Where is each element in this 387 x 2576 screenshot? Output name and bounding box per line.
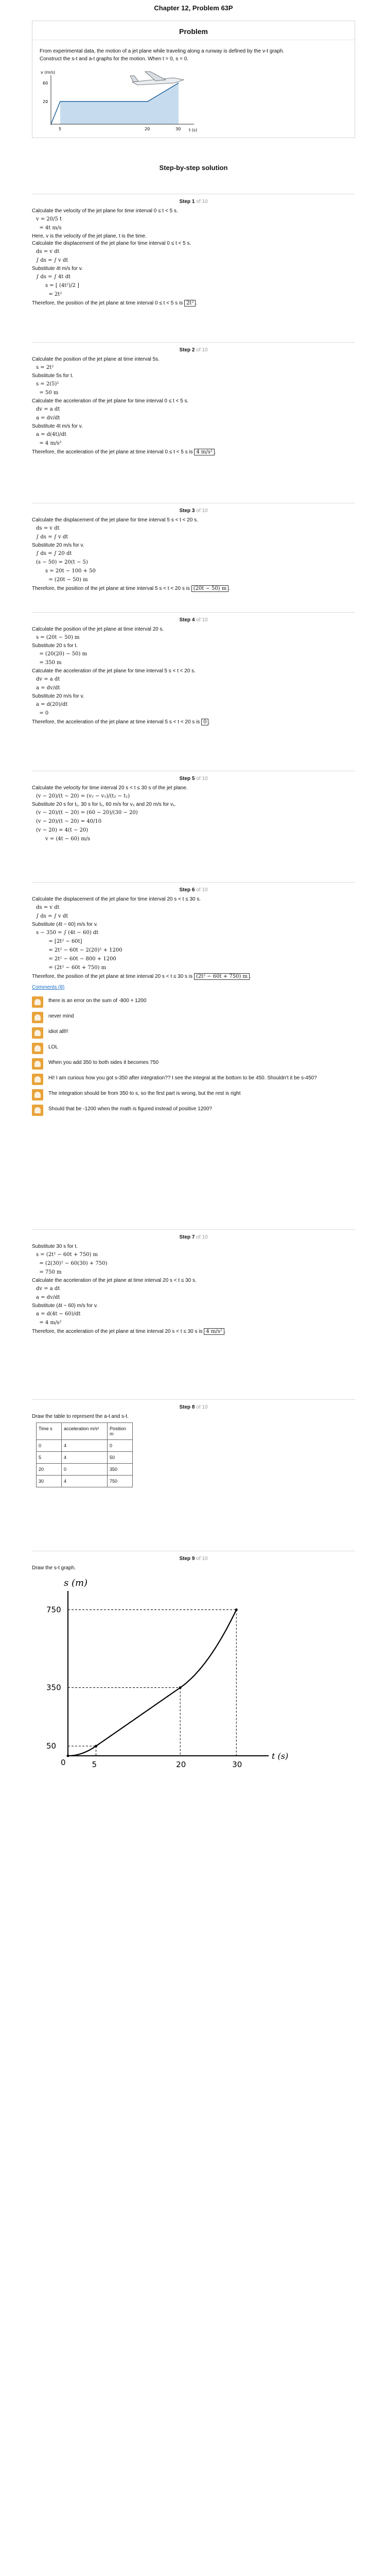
step-8-header: Step 8 of 10 [179,1404,208,1410]
step-2-line: Substitute 4t m/s for v. [32,423,83,429]
step-8-text: Draw the table to represent the a-t and s-t. [32,1414,129,1419]
step-4-eq: a = d(20)/dt [36,702,68,707]
step-3-eq: (s − 50) = 20(t − 5) [36,560,88,565]
table-cell: 350 [108,1464,133,1476]
step-3-line: Substitute 20 m/s for v. [32,543,84,548]
step-3-eq: ∫ ds = ∫ 20 dt [36,551,72,556]
user-avatar-icon [32,996,43,1008]
problem-heading: Problem [32,21,355,40]
table-row [37,1440,133,1452]
step-1-answer: 2t² [184,300,196,307]
data-point [95,1745,97,1748]
table-header-row [37,1423,133,1440]
step-4-answer: 0 [201,719,208,725]
step-4-conclusion: Therefore, the acceleration of the jet plane at time interval 5 s < t < 20 s is 0 . [32,719,210,725]
y-tick-label: 750 [46,1605,61,1615]
step-2-eq: s = 2t² [36,365,54,370]
step-6 [32,884,355,1120]
step-4-line: Substitute 20 s for t. [32,643,78,649]
comment-item [32,1027,355,1039]
step-5-eq: (v − 20)/(t − 20) = (60 − 20)/(30 − 20) [36,810,138,816]
step-6-eq: = 2t² − 60t − 2(20)² + 1200 [45,947,122,953]
step-1-eq: ∫ ds = ∫ v dt [36,258,68,263]
y-tick-20: 20 [43,99,48,104]
step-2-eq: dv = a dt [36,406,60,412]
step-7-eq: a = dv/dt [36,1295,60,1300]
step-2-answer: 4 m/s² [194,449,215,455]
y-axis-label: v (m/s) [41,70,56,75]
user-avatar-icon [32,1105,43,1116]
step-6-eq: = [2t² − 60t] [45,939,82,944]
user-avatar-icon [32,1089,43,1100]
table-cell: 30 [37,1476,62,1487]
graph-shaded-ramp [148,83,179,124]
step-6-answer: (2t² − 60t + 750) m [194,973,250,980]
comment-text: idiot alll!! [48,1029,68,1035]
results-table [36,1422,133,1487]
table-header: Position m [108,1423,133,1440]
step-1-eq: v = 20/5 t [36,216,62,222]
step-6-header: Step 6 of 10 [179,887,208,893]
step-6-eq: s − 350 = ∫ (4t − 60) dt [36,930,99,936]
comments-link[interactable]: Comments (8) [32,985,65,990]
table-row [37,1464,133,1476]
user-avatar-icon [32,1058,43,1070]
step-1-line: Substitute 4t m/s for v. [32,266,83,272]
step-1-eq: ds = v dt [36,249,60,255]
step-1-line: Here, v is the velocity of the jet plane, t is the time. [32,233,147,239]
step-3-answer: (20t − 50) m [191,585,229,592]
step-6-line: Substitute (4t − 60) m/s for v. [32,922,98,927]
x-tick-label: 5 [92,1760,97,1769]
y-tick-label: 350 [46,1683,61,1692]
table-cell: 4 [62,1476,108,1487]
step-5-eq: (v − 20)/(t − 20) = 40/10 [36,819,102,824]
table-cell: 0 [37,1440,62,1452]
jet-plane-icon [130,72,184,85]
step-7-line: Substitute (4t − 60) m/s for v. [32,1303,98,1309]
y-tick-label: 50 [46,1741,57,1751]
comment-item [32,1074,355,1085]
step-3-eq: ∫ ds = ∫ v dt [36,534,68,540]
step-5-header: Step 5 of 10 [179,776,208,782]
step-4-eq: a = dv/dt [36,685,60,691]
table-header: acceleration m/s² [62,1423,108,1440]
step-2 [32,344,355,457]
comment-text: never mind [48,1013,74,1019]
step-4-header: Step 4 of 10 [179,617,208,623]
step-1-eq: = 4t m/s [36,225,62,231]
problem-card [32,21,355,138]
problem-text: From experimental data, the motion of a jet plane while traveling along a runway is defined by the v-t graph. Construct the s-t and a-t graphs for the motion. When t = 0, s = 0. [40,48,285,62]
step-1-header: Step 1 of 10 [179,199,208,205]
comment-text: When you add 350 to both sides it becomes 750 [48,1060,159,1065]
x-tick-20: 20 [145,127,150,131]
step-7-conclusion: Therefore, the acceleration of the jet plane at time interval 20 s < t ≤ 30 s is 4 m/s² . [32,1329,226,1334]
step-3 [32,505,355,594]
step-8 [32,1401,355,1487]
st-curve [68,1610,236,1756]
table-cell: 4 [62,1440,108,1452]
step-6-conclusion: Therefore, the position of the jet plane at time interval 20 s < t ≤ 30 s is (2t² − 60t + 750) m . [32,974,251,979]
step-6-eq: = (2t² − 60t + 750) m [45,965,107,971]
comment-text: Hi! I am curious how you got s-350 after integration?? I see the integral at the bottom to be 450. Shouldn't it be s-450? [48,1075,317,1081]
user-avatar-icon [32,1027,43,1039]
step-2-eq: s = 2(5)² [36,381,59,387]
step-7-eq: dv = a dt [36,1286,60,1292]
step-2-line: Substitute 5s for t. [32,373,74,379]
step-2-line: Calculate the acceleration of the jet plane for time interval 0 ≤ t < 5 s. [32,398,189,404]
problem-vt-graph [40,67,204,134]
comment-item [32,1012,355,1023]
comment-item [32,996,355,1008]
table-cell: 0 [108,1440,133,1452]
y-axis-label: s (m) [64,1578,88,1588]
step-7-line: Calculate the acceleration of the jet plane at time interval 20 s < t ≤ 30 s. [32,1278,197,1283]
step-6-eq: = 2t² − 60t − 800 + 1200 [45,956,116,962]
step-7-eq: a = d(4t − 60)/dt [36,1311,81,1317]
data-point [235,1608,238,1611]
step-2-line: Calculate the position of the jet plane at time interval 5s. [32,357,160,362]
step-6-eq: ∫ ds = ∫ v dt [36,913,68,919]
step-4-eq: s = (20t − 50) m [36,635,80,640]
table-cell: 750 [108,1476,133,1487]
step-2-eq: = 50 m [36,390,59,396]
step-5-eq: (v − 20) = 4(t − 20) [36,827,89,833]
user-avatar-icon [32,1012,43,1023]
table-cell: 50 [108,1452,133,1464]
step-3-header: Step 3 of 10 [179,508,208,514]
x-axis-label: t (s) [272,1751,289,1761]
comment-text: LOL [48,1044,58,1050]
table-row [37,1476,133,1487]
step-6-eq: ds = v dt [36,905,60,910]
page-title: Chapter 12, Problem 63P [154,4,233,12]
solution-heading: Step-by-step solution [159,164,228,172]
x-tick-label: 30 [232,1760,242,1769]
step-3-conclusion: Therefore, the position of the jet plane at time interval 5 s < t < 20 s is (20t − 50) m . [32,586,231,591]
table-cell: 0 [62,1464,108,1476]
x-axis-label: t (s) [189,128,198,132]
y-tick-60: 60 [43,81,48,86]
x-tick-30: 30 [175,127,181,131]
step-2-header: Step 2 of 10 [179,347,208,353]
step-6-line: Calculate the displacement of the jet plane for time interval 20 s < t ≤ 30 s. [32,896,201,902]
comment-text: Should that be -1200 when the math is figured instead of positive 1200? [48,1106,212,1112]
step-7-line: Substitute 30 s for t. [32,1244,78,1249]
step-1 [32,196,355,308]
comment-item [32,1043,355,1054]
table-header: Time s [37,1423,62,1440]
comment-item [32,1058,355,1070]
step-4-eq: dv = a dt [36,676,60,682]
step-7-eq: = 750 m [36,1269,62,1275]
step-3-eq: = (20t − 50) m [45,577,88,583]
table-row [37,1452,133,1464]
data-point [179,1686,182,1689]
step-4-eq: = 350 m [36,660,62,666]
step-5-eq: (v − 20)/(t − 20) = (v₂ − v₁)/(t₂ − t₁) [36,793,130,799]
comment-item [32,1089,355,1100]
step-5-eq: v = (4t − 60) m/s [45,836,91,842]
step-9 [32,1553,355,1779]
step-4-line: Calculate the position of the jet plane at time interval 20 s. [32,626,164,632]
step-3-eq: ds = v dt [36,526,60,531]
step-3-line: Calculate the displacement of the jet plane for time interval 5 s < t < 20 s. [32,517,198,523]
step-4-line: Substitute 20 m/s for v. [32,693,84,699]
step-7-header: Step 7 of 10 [179,1234,208,1240]
step-5 [32,773,355,844]
x-tick-label: 20 [176,1760,186,1769]
step-7-answer: 4 m/s² [204,1328,224,1335]
step-4 [32,614,355,727]
step-1-line: Calculate the displacement of the jet plane for time interval 0 ≤ t < 5 s. [32,241,191,246]
step-2-eq: a = d(4t)/dt [36,432,67,437]
step-4-eq: = 0 [36,710,49,716]
step-1-conclusion: Therefore, the position of the jet plane at time interval 0 ≤ t < 5 s is 2t² . [32,300,198,306]
step-4-eq: = (20(20) − 50) m [36,651,87,657]
user-avatar-icon [32,1074,43,1085]
step-7-eq: s = (2t² − 60t + 750) m [36,1252,98,1258]
step-3-eq: s = 20t − 100 + 50 [45,568,96,574]
table-cell: 4 [62,1452,108,1464]
step-7 [32,1231,355,1336]
user-avatar-icon [32,1043,43,1054]
step-1-eq: ∫ ds = ∫ 4t dt [36,274,71,280]
step-1-eq: = 2t² [45,292,62,297]
step-2-eq: = 4 m/s² [36,440,62,446]
step-2-eq: a = dv/dt [36,415,60,421]
step-2-conclusion: Therefore, the acceleration of the jet plane at time interval 0 ≤ t < 5 s is 4 m/s² . [32,449,216,455]
step-1-line: Calculate the velocity of the jet plane for time interval 0 ≤ t < 5 s. [32,208,178,214]
table-cell: 5 [37,1452,62,1464]
step-5-line: Calculate the velocity for time interval 20 s < t ≤ 30 s of the jet plane. [32,785,188,791]
step-7-eq: = (2(30)² − 60(30) + 750) [36,1261,108,1266]
comment-item [32,1105,355,1116]
data-point [67,1755,69,1757]
step-4-line: Calculate the acceleration of the jet plane for time interval 5 s < t < 20 s. [32,668,196,674]
graph-shaded-area [60,101,148,124]
comment-text: The integration should be from 350 to s, so the first part is wrong, but the rest is right [48,1091,241,1096]
comment-text: there is an error on the sum of -800 + 1200 [48,998,147,1004]
step-1-eq: s = [ (4t²)/2 ] [45,283,79,289]
step-9-header: Step 9 of 10 [179,1556,208,1562]
step-5-line: Substitute 20 s for t₁, 30 s for t₂, 60 m/s for v₂ and 20 m/s for v₁. [32,802,177,807]
x-tick-5: 5 [59,127,62,131]
step-9-text: Draw the s-t graph. [32,1565,76,1571]
step-7-eq: = 4 m/s² [36,1320,62,1326]
origin-label: 0 [61,1758,66,1767]
st-graph [32,1575,300,1776]
table-cell: 20 [37,1464,62,1476]
